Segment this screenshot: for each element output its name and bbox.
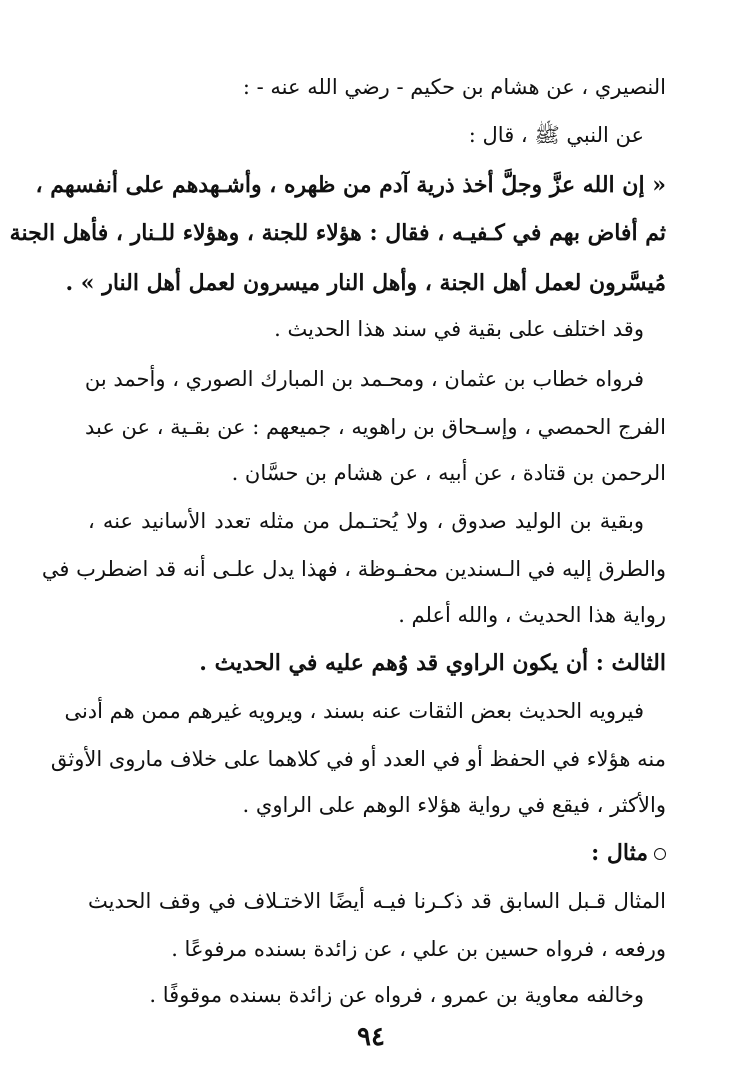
text-line-19: ورفعه ، فرواه حسين بن علي ، عن زائدة بسنده مرفوعًا . [171, 937, 666, 961]
document-page [9, 70, 666, 1007]
text-line-18: المثال قـبل السابق قد ذكـرنا فيـه أيضًا الاختـلاف في وقف الحديث [88, 889, 666, 913]
text-line-7: فرواه خطاب بن عثمان ، ومحـمد بن المبارك الصوري ، وأحمد بن [84, 367, 644, 391]
text-line-11: والطرق إليه في الـسندين محفـوظة ، فهذا يدل علـى أنه قد اضطرب في [41, 557, 666, 581]
text-line-12: رواية هذا الحديث ، والله أعلم . [398, 603, 666, 627]
example-heading-label: مثال : [591, 840, 648, 866]
text-line-1: النصيري ، عن هشام بن حكيم - رضي الله عنه - : [242, 75, 666, 99]
text-line-16: والأكثر ، فيقع في رواية هؤلاء الوهم على الراوي . [242, 793, 666, 817]
text-line-2: عن النبي ﷺ ، قال : [468, 123, 644, 147]
example-heading [88, 836, 666, 872]
text-line-6: وقد اختلف على بقية في سند هذا الحديث . [274, 317, 644, 341]
hadith-line-2: ثم أفاض بهم في كـفيـه ، فقال : هؤلاء للجنة ، وهؤلاء للـنار ، فأهل الجنة [9, 220, 666, 246]
text-line-15: منه هؤلاء في الحفظ أو في العدد أو في كلاهما على خلاف ماروى الأوثق [50, 747, 666, 771]
hadith-line-3: مُيسَّرون لعمل أهل الجنة ، وأهل النار ميسرون لعمل أهل النار » . [65, 270, 666, 296]
text-line-20: وخالفه معاوية بن عمرو ، فرواه عن زائدة بسنده موقوفًا . [149, 983, 644, 1007]
section-heading-third: الثالث : أن يكون الراوي قد وُهم عليه في الحديث . [199, 650, 666, 676]
text-line-8: الفرج الحمصي ، وإسـحاق بن راهويه ، جميعهم : عن بقـية ، عن عبد [84, 415, 666, 439]
text-line-9: الرحمن بن قتادة ، عن أبيه ، عن هشام بن حسَّان . [231, 461, 666, 485]
circle-bullet-icon [654, 848, 666, 860]
page-number: ٩٤ [357, 1022, 385, 1052]
text-line-14: فيرويه الحديث بعض الثقات عنه بسند ، ويرويه غيرهم ممن هم أدنى [64, 699, 644, 723]
text-line-10: وبقية بن الوليد صدوق ، ولا يُحتـمل من مثله تعدد الأسانيد عنه ، [88, 509, 644, 533]
hadith-line-1: « إن الله عزَّ وجلَّ أخذ ذرية آدم من ظهره ، وأشـهدهم على أنفسهم ، [35, 172, 666, 198]
